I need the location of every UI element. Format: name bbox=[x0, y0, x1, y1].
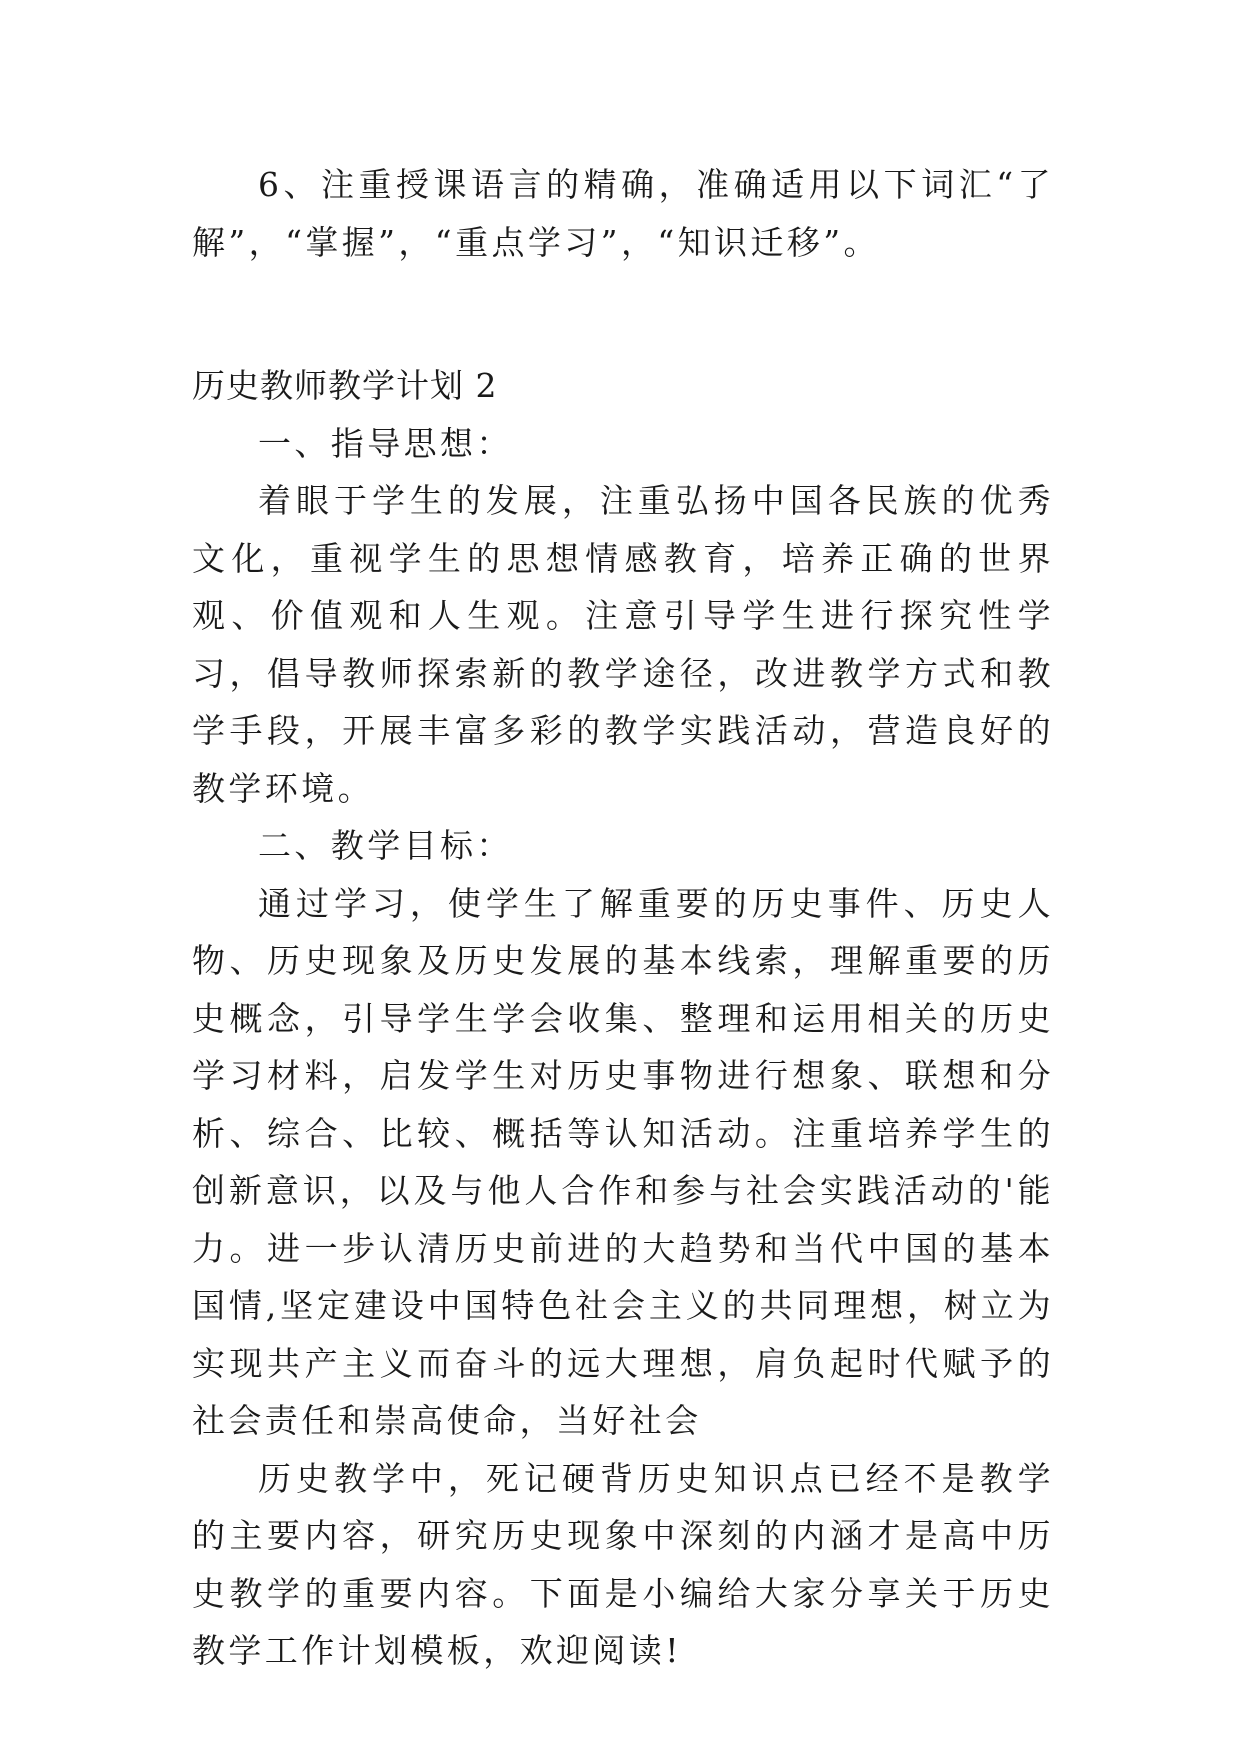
spacer bbox=[192, 271, 1054, 357]
paragraph-teaching-goals: 通过学习，使学生了解重要的历史事件、历史人物、历史现象及历史发展的基本线索，理解重要的历史概念，引导学生学会收集、整理和运用相关的历史学习材料，启发学生对历史事物进行想象、联想和分析、综合、比较、概括等认知活动。注重培养学生的创新意识，以及与他人合作和参与社会实践活动的'能力。进一步认清历史前进的大趋势和当代中国的基本国情,坚定建设中国特色社会主义的共同理想，树立为实现共产主义而奋斗的远大理想，肩负起时代赋予的社会责任和崇高使命，当好社会 bbox=[192, 883, 1054, 1440]
section-title: 历史教师教学计划 2 bbox=[192, 366, 498, 405]
paragraph-intro: 历史教学中，死记硬背历史知识点已经不是教学的主要内容，研究历史现象中深刻的内涵才是高中历史教学的重要内容。下面是小编给大家分享关于历史教学工作计划模板，欢迎阅读! bbox=[192, 1458, 1054, 1670]
heading-guiding-ideology: 一、指导思想： bbox=[258, 423, 513, 463]
document-body bbox=[192, 156, 1054, 1680]
paragraph-guiding-ideology: 着眼于学生的发展，注重弘扬中国各民族的优秀文化，重视学生的思想情感教育，培养正确的世界观、价值观和人生观。注意引导学生进行探究性学习，倡导教师探索新的教学途径，改进教学方式和教学手段，开展丰富多彩的教学实践活动，营造良好的教学环境。 bbox=[192, 481, 1054, 808]
heading-teaching-goals: 二、教学目标： bbox=[258, 826, 513, 865]
paragraph-item-6: 6、注重授课语言的精确，准确适用以下词汇“了解”，“掌握”，“重点学习”，“知识迁移”。 bbox=[192, 165, 1054, 262]
